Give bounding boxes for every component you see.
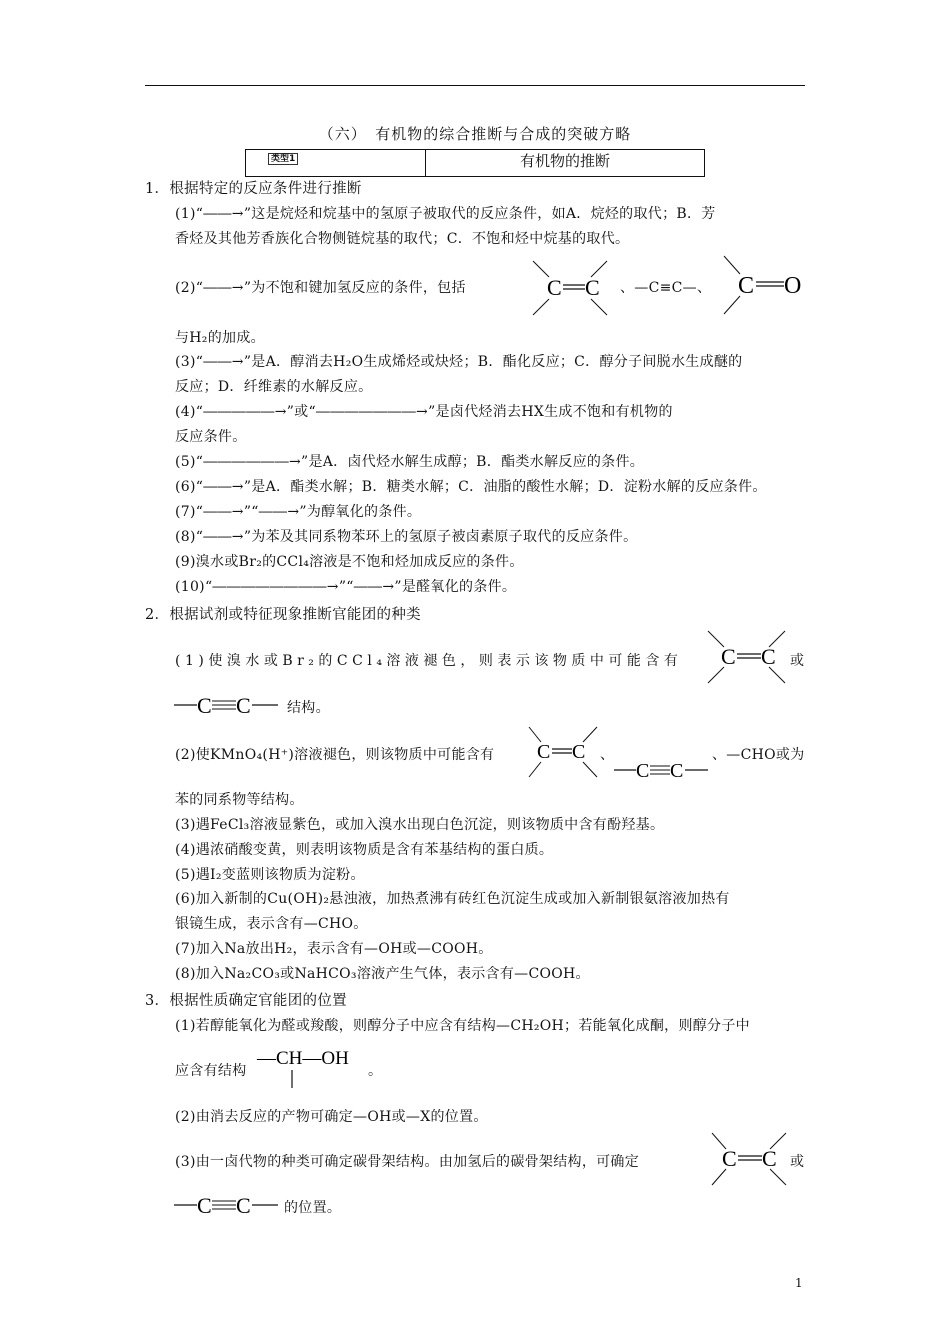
header-rule [145,85,805,86]
svg-text:C: C [738,273,755,299]
s3-item-3-or: 或 [790,1154,805,1170]
alkyne-structure [172,1190,282,1220]
svg-text:C: C [197,1193,212,1218]
s3-item-1-end: 。 [368,1063,383,1079]
s2-item-1b: 结构。 [287,700,330,716]
svg-text:C: C [197,693,212,718]
s1-item-3b: 反应；D．纤维素的水解反应。 [175,379,373,395]
s3-item-3a: (3)由一卤代物的种类可确定碳骨架结构。由加氢后的碳骨架结构，可确定 [175,1154,640,1170]
svg-text:C: C [547,275,562,300]
s1-item-3a: (3)“――→”是A．醇消去H₂O生成烯烃或炔烃；B．酯化反应；C．醇分子间脱水生成醚的 [175,354,743,370]
alkene-structure [525,724,603,780]
s1-item-6: (6)“――→”是A．酯类水解；B．糖类水解；C．油脂的酸性水解；D．淀粉水解的反应条件。 [175,479,767,495]
svg-text:C: C [762,1146,777,1171]
alkyne-structure [172,690,282,720]
section-2-heading: 2．根据试剂或特征现象推断官能团的种类 [145,607,421,623]
s2-item-4: (4)遇浓硝酸变黄，则表明该物质是含有苯基结构的蛋白质。 [175,842,554,858]
s3-item-1a: (1)若醇能氧化为醛或羧酸，则醇分子中应含有结构—CH₂OH；若能氧化成酮，则醇分子中 [175,1018,750,1034]
svg-text:C: C [721,644,736,669]
svg-text:C: C [585,275,600,300]
page-title: （六） 有机物的综合推断与合成的突破方略 [318,125,632,143]
type-name: 有机物的推断 [519,152,610,170]
s1-item-2-separator: 、—C≡C—、 [620,280,712,296]
alkene-structure [708,1130,793,1188]
section-3-heading: 3．根据性质确定官能团的位置 [145,993,347,1009]
carbonyl-structure [718,252,813,318]
s1-item-4a: (4)“―――――→”或“―――――――→”是卤代烃消去HX生成不饱和有机物的 [175,404,673,420]
svg-text:—CH—OH: —CH—OH [257,1048,349,1069]
s3-item-1b: 应含有结构 [175,1063,247,1079]
svg-text:O: O [784,273,802,299]
s1-item-2b: 与H₂的加成。 [175,330,265,346]
svg-text:C: C [537,741,551,763]
type-tag: 类型1 [246,150,426,176]
svg-text:C: C [636,760,650,782]
s2-item-1-or: 或 [790,653,805,669]
s1-item-1b: 香烃及其他芳香族化合物侧链烷基的取代；C．不饱和烃中烷基的取代。 [175,231,630,247]
alkene-structure [703,628,793,686]
s1-item-9: (9)溴水或Br₂的CCl₄溶液是不饱和烃加成反应的条件。 [175,554,524,570]
section-1-heading: 1．根据特定的反应条件进行推断 [145,181,362,197]
s1-item-7: (7)“――→”“――→”为醇氧化的条件。 [175,504,422,520]
s2-item-2a: (2)使KMnO₄(H⁺)溶液褪色，则该物质中可能含有 [175,747,495,763]
s2-item-7: (7)加入Na放出H₂，表示含有—OH或—COOH。 [175,941,493,957]
s2-item-2-sep: 、 [600,747,615,763]
alkyne-structure [612,756,712,784]
s2-item-2c: 、—CHO或为 [712,747,805,763]
type-box [245,149,705,177]
svg-text:C: C [722,1146,737,1171]
svg-text:C: C [236,693,251,718]
s1-item-5: (5)“――――――→”是A．卤代烃水解生成醇；B．酯类水解反应的条件。 [175,454,645,470]
svg-text:C: C [761,644,776,669]
s2-item-3: (3)遇FeCl₃溶液显紫色，或加入溴水出现白色沉淀，则该物质中含有酚羟基。 [175,817,665,833]
s1-item-2a: (2)“――→”为不饱和键加氢反应的条件，包括 [175,280,466,296]
alkene-structure [525,258,615,318]
s2-item-6a: (6)加入新制的Cu(OH)₂悬浊液，加热煮沸有砖红色沉淀生成或加入新制银氨溶液加热有 [175,891,730,907]
s2-item-1a: (1)使溴水或Br₂的CCl₄溶液褪色，则表示该物质中可能含有 [175,653,683,669]
s1-item-4b: 反应条件。 [175,429,247,445]
svg-text:C: C [572,741,586,763]
svg-text:C: C [670,760,684,782]
s3-item-2: (2)由消去反应的产物可确定—OH或—X的位置。 [175,1109,488,1125]
s1-item-8: (8)“――→”为苯及其同系物苯环上的氢原子被卤素原子取代的反应条件。 [175,529,638,545]
s2-item-8: (8)加入Na₂CO₃或NaHCO₃溶液产生气体，表示含有—COOH。 [175,966,590,982]
s1-item-10: (10)“――――――――→”“――→”是醛氧化的条件。 [175,579,517,595]
svg-text:C: C [236,1193,251,1218]
s2-item-5: (5)遇I₂变蓝则该物质为淀粉。 [175,867,365,883]
secondary-alcohol-structure [255,1042,370,1092]
s1-item-1a: (1)“――→”这是烷烃和烷基中的氢原子被取代的反应条件，如A．烷烃的取代；B．芳 [175,206,716,222]
s2-item-2d: 苯的同系物等结构。 [175,792,304,808]
s2-item-6b: 银镜生成，表示含有—CHO。 [175,916,368,932]
page-number: 1 [795,1276,803,1290]
s3-item-3b: 的位置。 [284,1200,342,1216]
